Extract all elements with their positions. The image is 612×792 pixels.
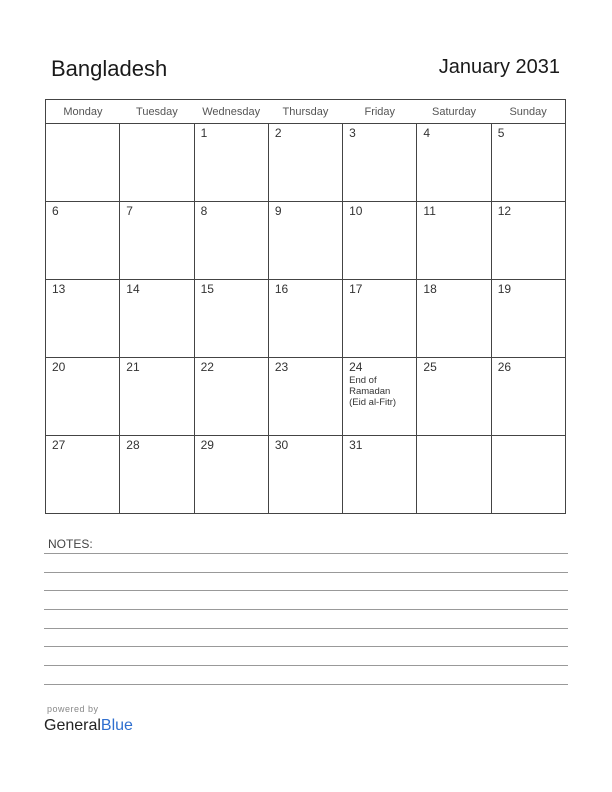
weekday-header: Tuesday <box>120 100 194 124</box>
day-cell <box>491 280 565 358</box>
day-cell <box>343 202 417 280</box>
day-cell <box>343 436 417 514</box>
day-cell <box>343 358 417 436</box>
weekday-header: Wednesday <box>194 100 268 124</box>
day-cell <box>417 436 491 514</box>
day-cell <box>120 124 194 202</box>
day-number: 6 <box>52 204 59 218</box>
day-number: 16 <box>274 282 289 296</box>
day-cell <box>491 436 565 514</box>
day-number: 29 <box>200 438 214 452</box>
week-row <box>46 124 566 202</box>
day-number: 13 <box>52 282 66 296</box>
month-year-title: January 2031 <box>438 56 560 78</box>
day-cell <box>194 436 268 514</box>
day-cell <box>268 202 342 280</box>
day-cell <box>343 280 417 358</box>
country-title: Bangladesh <box>51 56 168 81</box>
note-line <box>44 646 568 647</box>
day-cell <box>491 358 565 436</box>
day-cell <box>268 280 342 358</box>
day-number: 10 <box>349 204 363 218</box>
day-cell <box>194 358 268 436</box>
note-line <box>44 572 568 573</box>
day-number: 25 <box>423 360 437 374</box>
weekday-header: Saturday <box>417 100 491 124</box>
day-cell <box>120 280 194 358</box>
note-line <box>44 609 568 610</box>
day-cell <box>417 358 491 436</box>
day-number: 9 <box>274 204 282 218</box>
day-number: 31 <box>349 438 363 452</box>
day-cell <box>417 124 491 202</box>
day-number: 4 <box>423 126 431 140</box>
day-cell <box>268 436 342 514</box>
day-number: 28 <box>126 438 140 452</box>
day-cell <box>46 358 120 436</box>
day-cell <box>120 202 194 280</box>
day-cell <box>194 280 268 358</box>
weekday-header: Friday <box>343 100 417 124</box>
day-cell <box>417 202 491 280</box>
day-cell <box>491 202 565 280</box>
powered-by-text: powered by <box>47 704 99 714</box>
day-number: 1 <box>200 126 208 140</box>
day-number: 2 <box>274 126 282 140</box>
day-number: 20 <box>52 360 66 374</box>
day-number: 11 <box>423 204 436 218</box>
day-cell <box>194 202 268 280</box>
day-number: 3 <box>349 126 356 140</box>
note-line <box>44 553 568 554</box>
day-number: 24 <box>349 360 363 374</box>
day-number: 26 <box>497 360 512 374</box>
week-row <box>46 280 566 358</box>
brand-first: General <box>44 717 101 734</box>
day-cell <box>120 436 194 514</box>
day-number: 17 <box>349 282 363 296</box>
week-row <box>46 202 566 280</box>
day-number: 5 <box>497 126 505 140</box>
weekday-header: Sunday <box>491 100 565 124</box>
day-number: 30 <box>274 438 289 452</box>
day-cell <box>268 358 342 436</box>
holiday-label: End of Ramadan (Eid al-Fitr) <box>349 375 397 408</box>
day-number: 18 <box>423 282 437 296</box>
week-row <box>46 436 566 514</box>
note-line <box>44 590 568 591</box>
brand-logo <box>44 717 133 735</box>
weekday-header: Thursday <box>268 100 342 124</box>
day-number: 7 <box>126 204 133 218</box>
weekday-header: Monday <box>46 100 120 124</box>
day-number: 22 <box>200 360 214 374</box>
day-cell <box>46 202 120 280</box>
day-cell <box>268 124 342 202</box>
calendar-grid <box>45 99 566 514</box>
day-cell <box>120 358 194 436</box>
note-line <box>44 628 568 629</box>
week-row <box>46 358 566 436</box>
day-number: 15 <box>200 282 214 296</box>
day-number: 12 <box>497 204 512 218</box>
day-cell <box>46 124 120 202</box>
day-number: 19 <box>497 282 512 296</box>
day-cell <box>491 124 565 202</box>
note-line <box>44 684 568 685</box>
day-number: 8 <box>200 204 208 218</box>
day-cell <box>46 436 120 514</box>
day-cell <box>417 280 491 358</box>
day-cell <box>46 280 120 358</box>
day-number: 21 <box>126 360 140 374</box>
day-cell <box>194 124 268 202</box>
day-number: 14 <box>126 282 140 296</box>
weekday-header-row <box>46 100 566 124</box>
day-number: 27 <box>52 438 66 452</box>
day-number: 23 <box>274 360 289 374</box>
note-line <box>44 665 568 666</box>
day-cell <box>343 124 417 202</box>
brand-second: Blue <box>100 717 133 734</box>
notes-label: NOTES: <box>48 537 93 551</box>
